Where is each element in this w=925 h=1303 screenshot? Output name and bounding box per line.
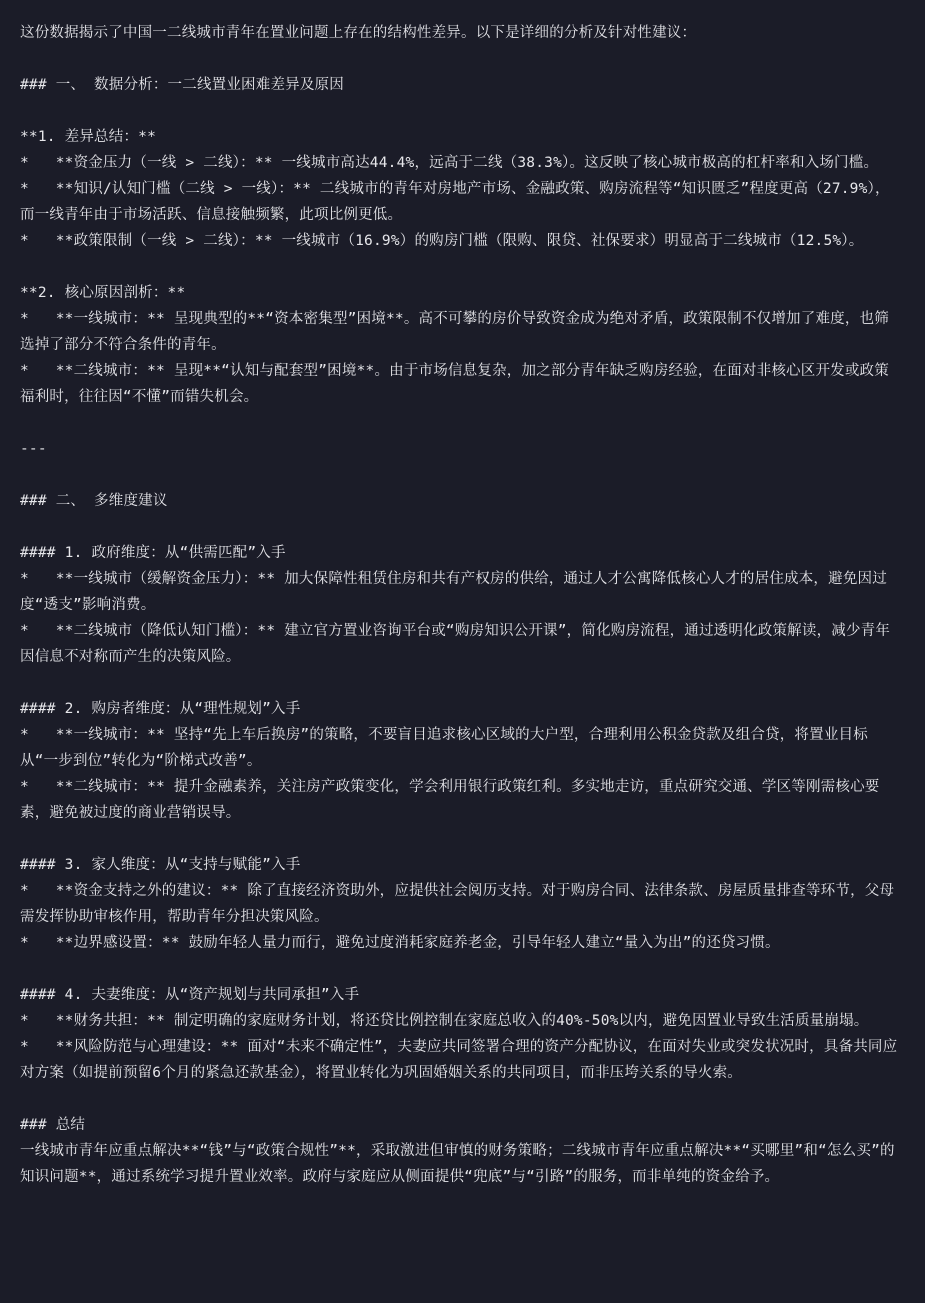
bullet-tier2-cause: * **二线城市：** 呈现**“认知与配套型”困境**。由于市场信息复杂，加之部分青年缺乏购房经验，在面对非核心区开发或政策福利时，往往因“不懂”而错失机会。 bbox=[20, 363, 889, 405]
subheading-government: #### 1. 政府维度：从“供需匹配”入手 bbox=[20, 545, 286, 561]
subheading-family: #### 3. 家人维度：从“支持与赋能”入手 bbox=[20, 857, 301, 873]
bullet-buyer-tier1: * **一线城市：** 坚持“先上车后换房”的策略，不要盲目追求核心区域的大户型，合理利用公积金贷款及组合贷，将置业目标从“一步到位”转化为“阶梯式改善”。 bbox=[20, 727, 868, 769]
intro-line: 这份数据揭示了中国一二线城市青年在置业问题上存在的结构性差异。以下是详细的分析及针对性建议： bbox=[20, 25, 697, 41]
blank-line bbox=[20, 956, 903, 982]
blank-line bbox=[20, 514, 903, 540]
subheading-core-causes: **2. 核心原因剖析：** bbox=[20, 285, 186, 301]
blank-line bbox=[20, 1086, 903, 1112]
bullet-tier1-cause: * **一线城市：** 呈现典型的**“资本密集型”困境**。高不可攀的房价导致资金成为绝对矛盾，政策限制不仅增加了难度，也筛选掉了部分不符合条件的青年。 bbox=[20, 311, 889, 353]
blank-line bbox=[20, 98, 903, 124]
section-heading-suggestions: ### 二、 多维度建议 bbox=[20, 493, 168, 509]
subheading-differences: **1. 差异总结：** bbox=[20, 129, 157, 145]
bullet-gov-tier1: * **一线城市（缓解资金压力）：** 加大保障性租赁住房和共有产权房的供给，通过人才公寓降低核心人才的居住成本，避免因过度“透支”影响消费。 bbox=[20, 571, 887, 613]
blank-line bbox=[20, 254, 903, 280]
bullet-family-boundary: * **边界感设置：** 鼓励年轻人量力而行，避免过度消耗家庭养老金，引导年轻人建立“量入为出”的还贷习惯。 bbox=[20, 935, 780, 951]
blank-line bbox=[20, 410, 903, 436]
blank-line bbox=[20, 826, 903, 852]
blank-line bbox=[20, 670, 903, 696]
summary-paragraph: 一线城市青年应重点解决**“钱”与“政策合规性”**，采取激进但审慎的财务策略；二线城市青年应重点解决**“买哪里”和“怎么买”的知识问题**，通过系统学习提升置业效率。政府与家庭应从侧面提供“兜底”与“引路”的服务，而非单纯的资金给予。 bbox=[20, 1143, 895, 1185]
bullet-couple-finance: * **财务共担：** 制定明确的家庭财务计划，将还贷比例控制在家庭总收入的40%-50%以内，避免因置业导致生活质量崩塌。 bbox=[20, 1013, 869, 1029]
subheading-couple: #### 4. 夫妻维度：从“资产规划与共同承担”入手 bbox=[20, 987, 360, 1003]
section-heading-analysis: ### 一、 数据分析：一二线置业困难差异及原因 bbox=[20, 77, 344, 93]
blank-line bbox=[20, 46, 903, 72]
subheading-buyers: #### 2. 购房者维度：从“理性规划”入手 bbox=[20, 701, 301, 717]
horizontal-rule: --- bbox=[20, 441, 47, 457]
bullet-buyer-tier2: * **二线城市：** 提升金融素养，关注房产政策变化，学会利用银行政策红利。多实地走访，重点研究交通、学区等刚需核心要素，避免被过度的商业营销误导。 bbox=[20, 779, 880, 821]
section-heading-summary: ### 总结 bbox=[20, 1117, 86, 1133]
bullet-knowledge-threshold: * **知识/认知门槛（二线 > 一线）：** 二线城市的青年对房地产市场、金融政策、购房流程等“知识匮乏”程度更高（27.9%），而一线青年由于市场活跃、信息接触频繁，此项比例更低。 bbox=[20, 181, 890, 223]
bullet-couple-risk: * **风险防范与心理建设：** 面对“未来不确定性”，夫妻应共同签署合理的资产分配协议，在面对失业或突发状况时，具备共同应对方案（如提前预留6个月的紧急还款基金），将置业转化为巩固婚姻关系的共同项目，而非压垮关系的导火索。 bbox=[20, 1039, 898, 1081]
bullet-policy-limits: * **政策限制（一线 > 二线）：** 一线城市（16.9%）的购房门槛（限购、限贷、社保要求）明显高于二线城市（12.5%）。 bbox=[20, 233, 864, 249]
bullet-family-support: * **资金支持之外的建议：** 除了直接经济资助外，应提供社会阅历支持。对于购房合同、法律条款、房屋质量排查等环节，父母需发挥协助审核作用，帮助青年分担决策风险。 bbox=[20, 883, 895, 925]
bullet-gov-tier2: * **二线城市（降低认知门槛）：** 建立官方置业咨询平台或“购房知识公开课”，简化购房流程，通过透明化政策解读，减少青年因信息不对称而产生的决策风险。 bbox=[20, 623, 891, 665]
blank-line bbox=[20, 462, 903, 488]
bullet-capital-pressure: * **资金压力（一线 > 二线）：** 一线城市高达44.4%，远高于二线（38.3%）。这反映了核心城市极高的杠杆率和入场门槛。 bbox=[20, 155, 879, 171]
